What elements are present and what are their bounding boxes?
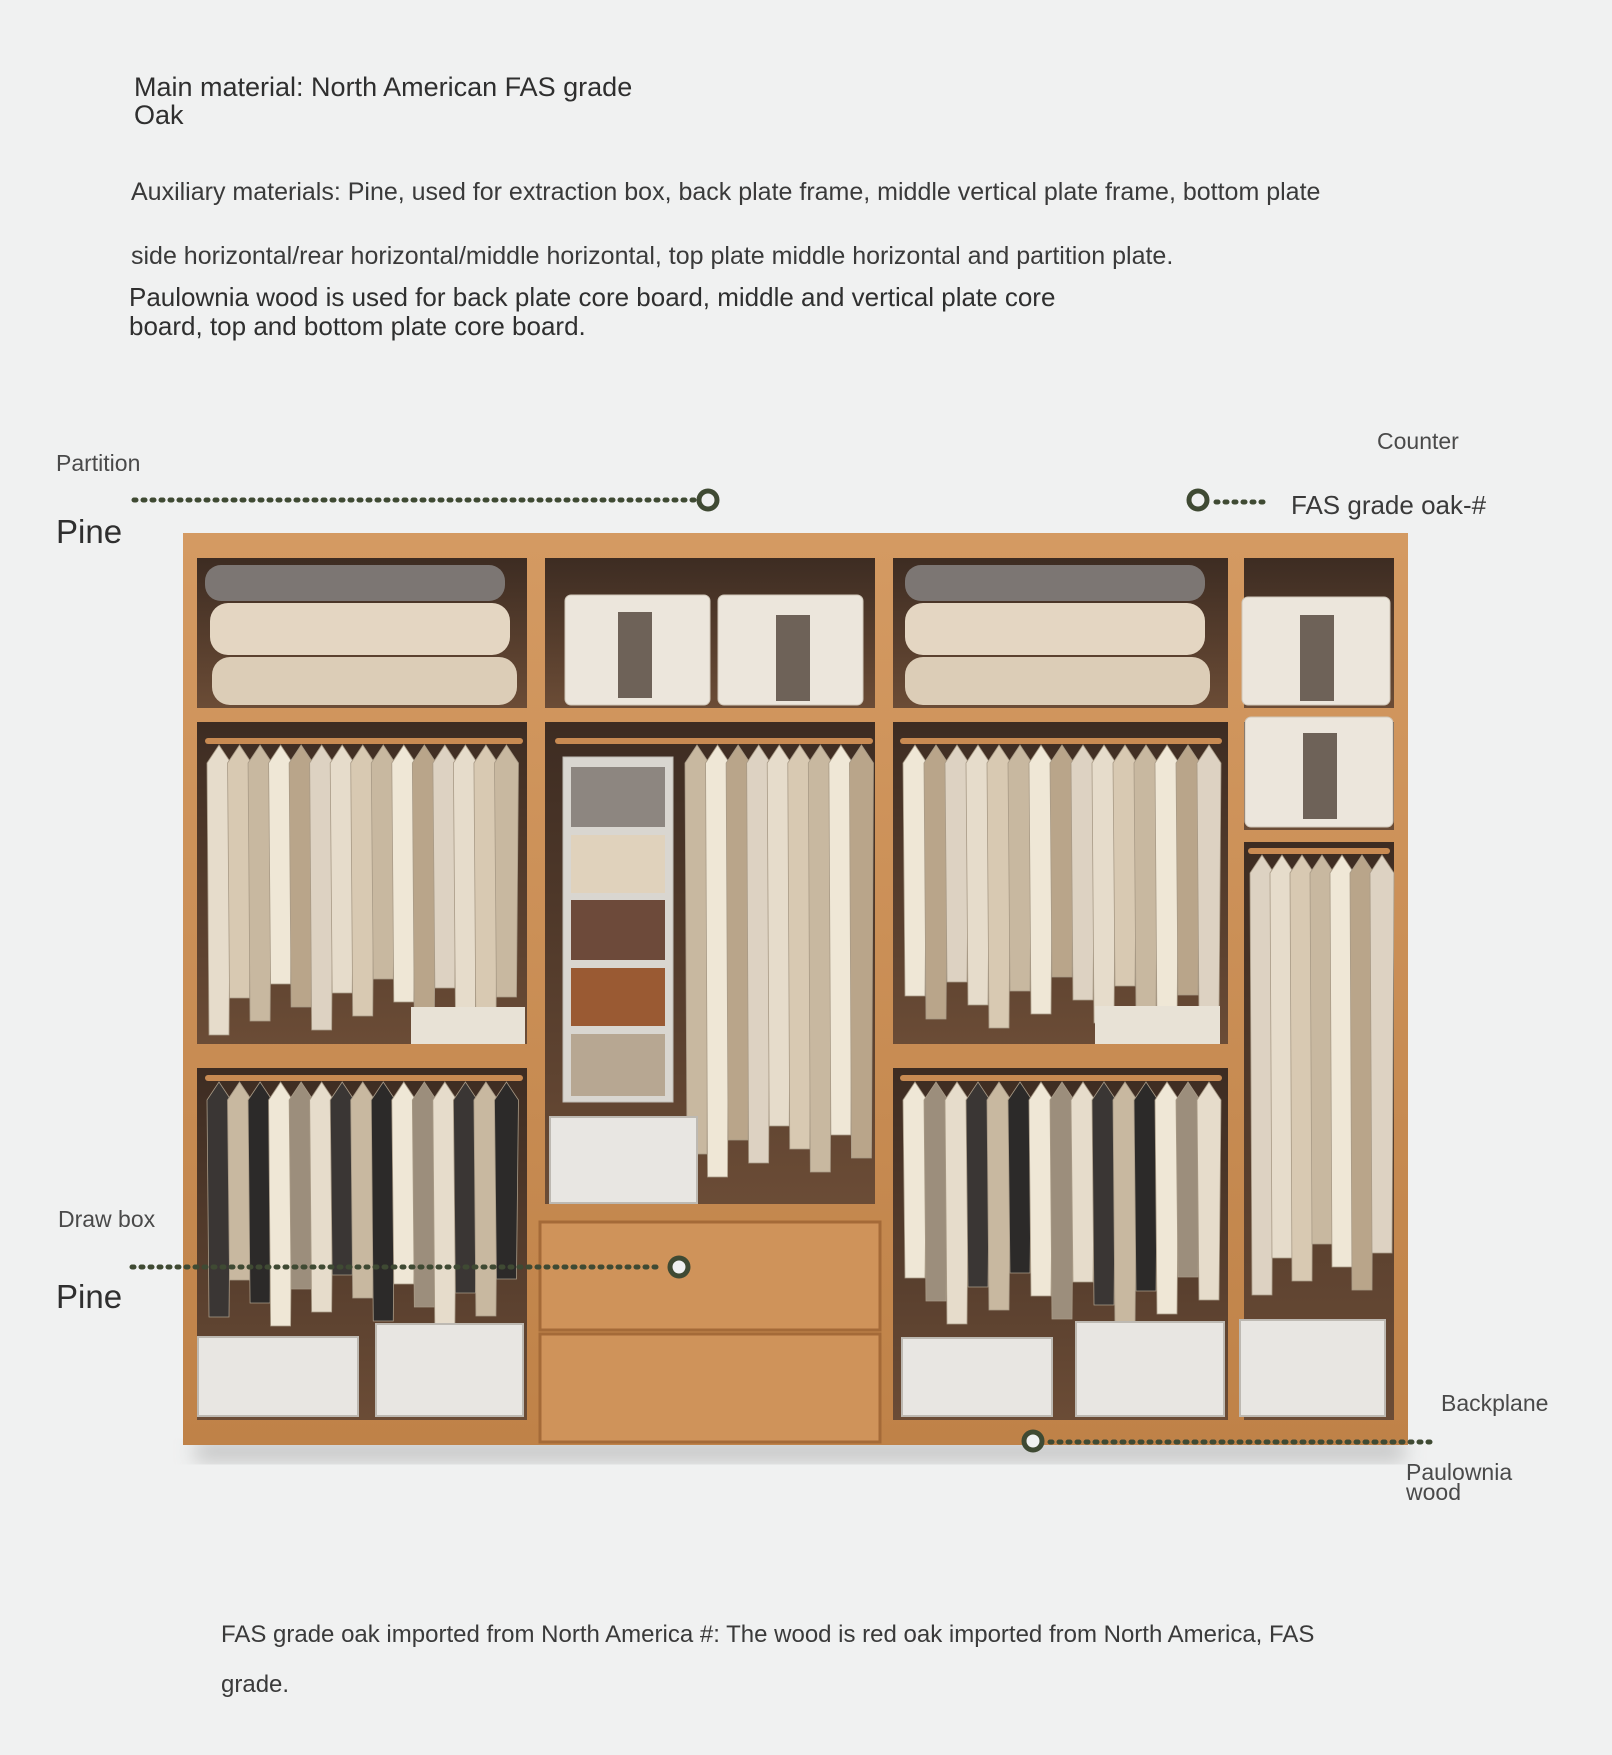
garment xyxy=(903,1082,927,1278)
garment xyxy=(1008,745,1032,991)
draw-box-label: Draw box xyxy=(58,1206,156,1232)
backplane-label: Backplane xyxy=(1441,1390,1549,1416)
counter-material: FAS grade oak-# xyxy=(1291,490,1487,520)
backplane-material xyxy=(1406,1459,1513,1505)
garment xyxy=(1071,1082,1095,1282)
drawer-lower xyxy=(540,1334,880,1442)
partition-material: Pine xyxy=(56,513,123,550)
garment xyxy=(1197,1082,1221,1300)
footnote-line-2: grade. xyxy=(221,1671,290,1698)
garment xyxy=(903,745,927,996)
garment xyxy=(945,745,969,982)
garment xyxy=(1176,1082,1200,1277)
garment xyxy=(1029,1082,1053,1296)
garment xyxy=(1029,745,1053,1014)
counter-label: Counter xyxy=(1377,428,1459,454)
draw-box-material: Pine xyxy=(56,1278,123,1315)
garment xyxy=(747,745,771,1163)
auxiliary-line-2: side horizontal/rear horizontal/middle horizontal, top plate middle horizontal and partition plate. xyxy=(131,242,1174,270)
partition-label: Partition xyxy=(56,450,141,476)
garment xyxy=(924,1082,948,1301)
hanging-organizer xyxy=(563,757,673,1102)
garment xyxy=(1134,1082,1158,1291)
garment xyxy=(924,745,948,1019)
main-material-line-1: Main material: North American FAS grade xyxy=(134,72,633,102)
garment xyxy=(1092,745,1116,1023)
paulownia-line-1: Paulownia wood is used for back plate core board, middle and vertical plate core xyxy=(129,282,1056,312)
garment xyxy=(1008,1082,1032,1273)
footnote xyxy=(221,1610,1314,1710)
garment xyxy=(1050,745,1074,977)
garment xyxy=(987,1082,1011,1310)
backplane-material-line-1: Paulownia xyxy=(1406,1459,1513,1485)
garment xyxy=(1071,745,1095,1000)
garment xyxy=(1155,745,1179,1032)
garment xyxy=(1134,745,1158,1009)
footnote-line-1: FAS grade oak imported from North America #: The wood is red oak imported from North America, FAS xyxy=(221,1621,1315,1648)
paulownia-line-2: board, top and bottom plate core board. xyxy=(129,311,586,341)
garment xyxy=(494,745,518,997)
garment xyxy=(1092,1082,1116,1305)
callout-partition-line xyxy=(134,491,717,509)
main-material-line-2: Oak xyxy=(134,100,184,130)
garment xyxy=(1113,745,1137,986)
garment xyxy=(966,745,990,1005)
auxiliary-line-1: Auxiliary materials: Pine, used for extraction box, back plate frame, middle vertical plate frame, bottom plate xyxy=(131,178,1321,206)
backplane-material-line-2: wood xyxy=(1406,1479,1461,1505)
garment xyxy=(706,745,730,1177)
garment xyxy=(494,1082,518,1279)
garment xyxy=(987,745,1011,1028)
garment xyxy=(849,745,873,1158)
garment xyxy=(1197,745,1221,1018)
garment xyxy=(1370,855,1394,1253)
garment xyxy=(1155,1082,1179,1314)
garment xyxy=(1176,745,1200,995)
drawer-upper xyxy=(540,1222,880,1330)
garment xyxy=(1113,1082,1137,1328)
garment xyxy=(945,1082,969,1324)
callout-counter-line xyxy=(1189,491,1268,509)
garment xyxy=(808,745,832,1172)
garment xyxy=(1050,1082,1074,1319)
garment xyxy=(966,1082,990,1287)
